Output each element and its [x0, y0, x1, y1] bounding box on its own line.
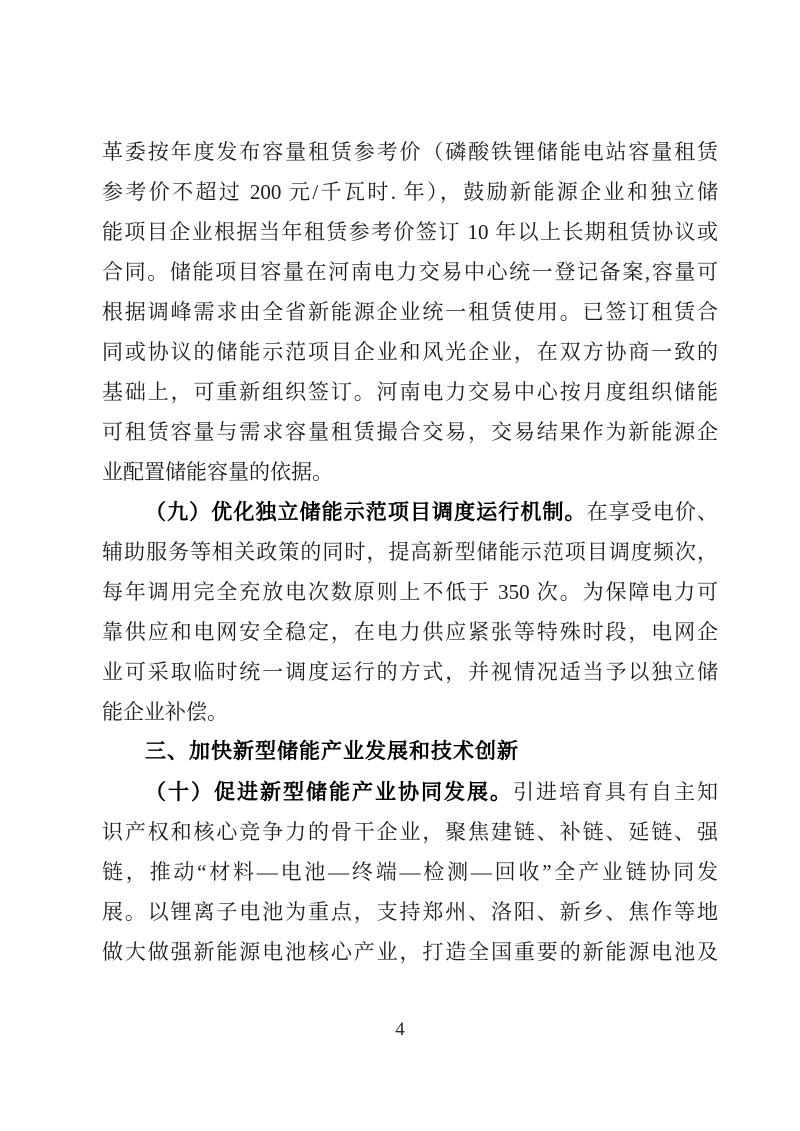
text-line — [102, 572, 718, 612]
document-body — [102, 132, 718, 972]
text-line — [102, 332, 718, 372]
page-number: 4 — [395, 1019, 405, 1040]
text-line — [102, 532, 718, 572]
body-text: 能企业补偿。 — [102, 700, 228, 724]
body-text: 靠供应和电网安全稳定，在电力供应紧张等特殊时段，电网企 — [102, 620, 718, 644]
body-text: 链，推动“材料—电池—终端—检测—回收”全产业链协同发 — [102, 860, 718, 884]
text-line — [102, 172, 718, 212]
text-line — [102, 852, 718, 892]
body-text: 业配置储能容量的依据。 — [102, 460, 333, 484]
body-text: 基础上，可重新组织签订。河南电力交易中心按月度组织储能 — [102, 380, 718, 404]
text-line — [102, 132, 718, 172]
text-line — [102, 492, 718, 532]
bold-lead-text: （九）优化独立储能示范项目调度运行机制。 — [145, 501, 587, 524]
text-line — [102, 452, 718, 492]
text-line — [102, 252, 718, 292]
text-line — [102, 292, 718, 332]
text-line — [102, 772, 718, 812]
body-text: 做大做强新能源电池核心产业，打造全国重要的新能源电池及 — [102, 940, 718, 964]
section-heading — [102, 732, 718, 772]
body-text: 能项目企业根据当年租赁参考价签订 10 年以上长期租赁协议或 — [102, 220, 718, 244]
text-line — [102, 652, 718, 692]
text-line — [102, 612, 718, 652]
text-line — [102, 412, 718, 452]
body-text: 可租赁容量与需求容量租赁撮合交易，交易结果作为新能源企 — [102, 420, 718, 444]
body-text: 同或协议的储能示范项目企业和风光企业，在双方协商一致的 — [102, 340, 718, 364]
body-text: 辅助服务等相关政策的同时，提高新型储能示范项目调度频次， — [102, 540, 718, 564]
body-text: 每年调用完全充放电次数原则上不低于 350 次。为保障电力可 — [102, 580, 718, 604]
text-line — [102, 692, 718, 732]
text-line — [102, 812, 718, 852]
body-text: 业可采取临时统一调度运行的方式，并视情况适当予以独立储 — [102, 660, 718, 684]
text-line — [102, 212, 718, 252]
body-text: 根据调峰需求由全省新能源企业统一租赁使用。已签订租赁合 — [102, 300, 718, 324]
body-text: 识产权和核心竞争力的骨干企业，聚焦建链、补链、延链、强 — [102, 820, 718, 844]
body-text: 在享受电价、 — [586, 500, 719, 524]
bold-lead-text: 三、加快新型储能产业发展和技术创新 — [145, 740, 519, 763]
body-text: 革委按年度发布容量租赁参考价（磷酸铁锂储能电站容量租赁 — [102, 140, 718, 164]
body-text: 展。以锂离子电池为重点，支持郑州、洛阳、新乡、焦作等地 — [102, 900, 718, 924]
bold-lead-text: （十）促进新型储能产业协同发展。 — [145, 781, 513, 804]
body-text: 引进培育具有自主知 — [513, 780, 718, 804]
body-text: 合同。储能项目容量在河南电力交易中心统一登记备案,容量可 — [102, 260, 718, 284]
text-line — [102, 892, 718, 932]
body-text: 参考价不超过 200 元/千瓦时. 年），鼓励新能源企业和独立储 — [102, 180, 718, 204]
text-line — [102, 372, 718, 412]
text-line — [102, 932, 718, 972]
